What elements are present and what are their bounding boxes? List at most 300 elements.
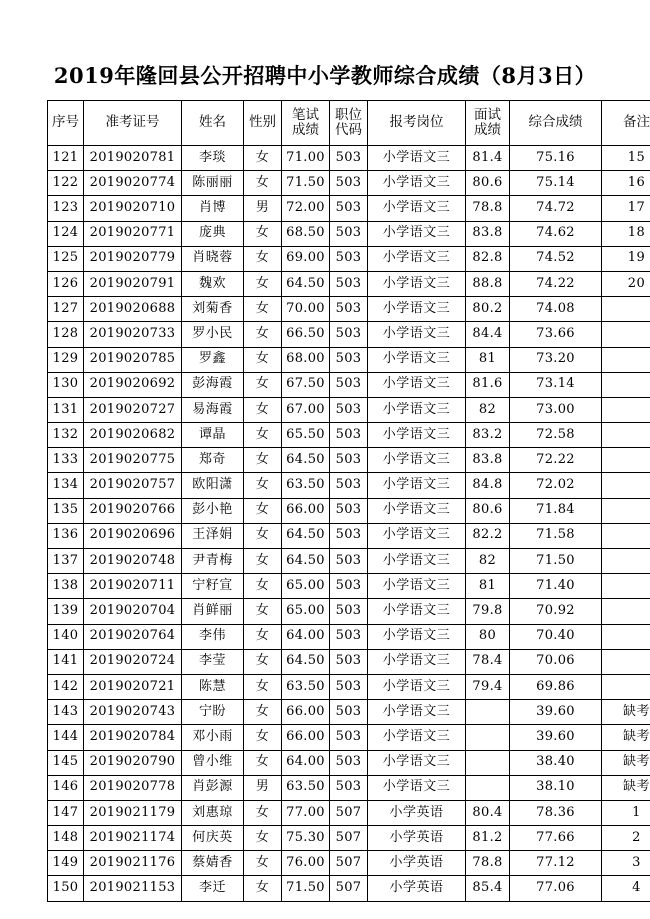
cell-name: 魏欢 (182, 271, 244, 296)
table-row (48, 347, 650, 372)
cell-remark (602, 599, 650, 624)
cell-pos_code: 503 (330, 725, 368, 750)
cell-interview: 81 (466, 574, 510, 599)
cell-written: 65.00 (282, 574, 330, 599)
cell-post: 小学语文三 (368, 397, 466, 422)
cell-total: 77.66 (510, 826, 602, 851)
cell-seq: 122 (48, 171, 84, 196)
cell-name: 肖彭源 (182, 775, 244, 800)
cell-post: 小学语文三 (368, 523, 466, 548)
cell-written: 72.00 (282, 196, 330, 221)
cell-interview (466, 700, 510, 725)
table-row (48, 146, 650, 171)
cell-admit_no: 2019020704 (84, 599, 182, 624)
column-header-post: 报考岗位 (368, 101, 466, 146)
cell-written: 71.50 (282, 876, 330, 901)
cell-gender: 女 (244, 599, 282, 624)
cell-written: 66.00 (282, 700, 330, 725)
cell-remark: 缺考 (602, 750, 650, 775)
cell-interview (466, 725, 510, 750)
table-row (48, 448, 650, 473)
cell-name: 罗鑫 (182, 347, 244, 372)
cell-remark (602, 473, 650, 498)
cell-name: 庞典 (182, 221, 244, 246)
table-row (48, 322, 650, 347)
cell-total: 71.40 (510, 574, 602, 599)
cell-total: 74.62 (510, 221, 602, 246)
cell-post: 小学语文三 (368, 674, 466, 699)
cell-pos_code: 503 (330, 196, 368, 221)
cell-admit_no: 2019020778 (84, 775, 182, 800)
cell-remark: 18 (602, 221, 650, 246)
table-row (48, 649, 650, 674)
cell-interview: 80.6 (466, 171, 510, 196)
table-row (48, 851, 650, 876)
cell-seq: 130 (48, 372, 84, 397)
cell-seq: 136 (48, 523, 84, 548)
score-table-container (47, 100, 650, 902)
cell-gender: 女 (244, 624, 282, 649)
cell-gender: 女 (244, 397, 282, 422)
cell-interview (466, 750, 510, 775)
cell-seq: 131 (48, 397, 84, 422)
cell-seq: 134 (48, 473, 84, 498)
cell-interview: 81.2 (466, 826, 510, 851)
column-header-line1: 面试 (474, 106, 501, 123)
cell-name: 易海霞 (182, 397, 244, 422)
cell-pos_code: 503 (330, 498, 368, 523)
cell-written: 64.00 (282, 750, 330, 775)
cell-interview: 82 (466, 397, 510, 422)
cell-name: 李迁 (182, 876, 244, 901)
cell-post: 小学语文三 (368, 599, 466, 624)
cell-gender: 女 (244, 473, 282, 498)
cell-written: 65.00 (282, 599, 330, 624)
cell-name: 尹青梅 (182, 549, 244, 574)
cell-pos_code: 503 (330, 322, 368, 347)
cell-total: 77.06 (510, 876, 602, 901)
cell-pos_code: 503 (330, 674, 368, 699)
cell-remark (602, 574, 650, 599)
cell-admit_no: 2019021174 (84, 826, 182, 851)
cell-total: 75.14 (510, 171, 602, 196)
cell-admit_no: 2019021179 (84, 800, 182, 825)
cell-seq: 125 (48, 246, 84, 271)
cell-total: 75.16 (510, 146, 602, 171)
cell-seq: 133 (48, 448, 84, 473)
cell-total: 77.12 (510, 851, 602, 876)
cell-pos_code: 507 (330, 800, 368, 825)
cell-interview: 80.4 (466, 800, 510, 825)
table-row (48, 750, 650, 775)
cell-post: 小学语文三 (368, 574, 466, 599)
table-row (48, 372, 650, 397)
cell-admit_no: 2019020711 (84, 574, 182, 599)
cell-interview: 84.8 (466, 473, 510, 498)
cell-remark (602, 322, 650, 347)
score-table (47, 100, 650, 902)
cell-name: 彭海霞 (182, 372, 244, 397)
cell-interview: 80.6 (466, 498, 510, 523)
cell-total: 72.58 (510, 423, 602, 448)
cell-total: 70.40 (510, 624, 602, 649)
cell-gender: 女 (244, 876, 282, 901)
cell-gender: 女 (244, 322, 282, 347)
cell-remark: 缺考 (602, 775, 650, 800)
table-row (48, 246, 650, 271)
cell-admit_no: 2019020779 (84, 246, 182, 271)
cell-interview: 78.8 (466, 851, 510, 876)
cell-written: 64.50 (282, 523, 330, 548)
table-row (48, 498, 650, 523)
cell-remark: 20 (602, 271, 650, 296)
cell-name: 肖鲜丽 (182, 599, 244, 624)
cell-admit_no: 2019020775 (84, 448, 182, 473)
cell-pos_code: 503 (330, 347, 368, 372)
cell-written: 68.50 (282, 221, 330, 246)
cell-gender: 女 (244, 523, 282, 548)
cell-total: 70.06 (510, 649, 602, 674)
table-row (48, 297, 650, 322)
table-row (48, 423, 650, 448)
cell-post: 小学语文三 (368, 448, 466, 473)
column-header-line2: 成绩 (292, 122, 319, 138)
cell-admit_no: 2019020743 (84, 700, 182, 725)
cell-name: 欧阳潇 (182, 473, 244, 498)
cell-interview: 83.8 (466, 221, 510, 246)
cell-seq: 140 (48, 624, 84, 649)
cell-seq: 126 (48, 271, 84, 296)
cell-post: 小学语文三 (368, 624, 466, 649)
cell-pos_code: 503 (330, 523, 368, 548)
cell-pos_code: 503 (330, 624, 368, 649)
cell-remark (602, 523, 650, 548)
cell-seq: 129 (48, 347, 84, 372)
cell-admit_no: 2019020682 (84, 423, 182, 448)
cell-seq: 150 (48, 876, 84, 901)
cell-post: 小学语文三 (368, 221, 466, 246)
cell-gender: 男 (244, 196, 282, 221)
cell-post: 小学英语 (368, 826, 466, 851)
cell-post: 小学语文三 (368, 725, 466, 750)
cell-gender: 女 (244, 246, 282, 271)
cell-total: 74.22 (510, 271, 602, 296)
cell-seq: 123 (48, 196, 84, 221)
cell-seq: 139 (48, 599, 84, 624)
cell-seq: 135 (48, 498, 84, 523)
cell-post: 小学语文三 (368, 649, 466, 674)
cell-remark: 缺考 (602, 700, 650, 725)
cell-name: 何庆英 (182, 826, 244, 851)
cell-written: 69.00 (282, 246, 330, 271)
cell-total: 38.10 (510, 775, 602, 800)
cell-pos_code: 503 (330, 700, 368, 725)
cell-pos_code: 507 (330, 851, 368, 876)
cell-gender: 女 (244, 800, 282, 825)
cell-post: 小学语文三 (368, 297, 466, 322)
table-row (48, 725, 650, 750)
cell-pos_code: 503 (330, 423, 368, 448)
cell-interview: 82 (466, 549, 510, 574)
cell-total: 39.60 (510, 725, 602, 750)
cell-admit_no: 2019020771 (84, 221, 182, 246)
cell-interview: 80.2 (466, 297, 510, 322)
cell-gender: 女 (244, 221, 282, 246)
table-row (48, 523, 650, 548)
cell-gender: 女 (244, 448, 282, 473)
cell-post: 小学语文三 (368, 423, 466, 448)
cell-interview: 81.4 (466, 146, 510, 171)
cell-remark: 16 (602, 171, 650, 196)
table-row (48, 473, 650, 498)
cell-total: 70.92 (510, 599, 602, 624)
cell-name: 刘惠琼 (182, 800, 244, 825)
cell-pos_code: 507 (330, 826, 368, 851)
cell-seq: 142 (48, 674, 84, 699)
table-row (48, 397, 650, 422)
cell-gender: 女 (244, 347, 282, 372)
cell-written: 63.50 (282, 674, 330, 699)
cell-total: 74.52 (510, 246, 602, 271)
cell-total: 73.66 (510, 322, 602, 347)
cell-pos_code: 503 (330, 599, 368, 624)
cell-interview: 80 (466, 624, 510, 649)
cell-seq: 127 (48, 297, 84, 322)
cell-gender: 女 (244, 171, 282, 196)
table-row (48, 826, 650, 851)
cell-total: 74.72 (510, 196, 602, 221)
cell-name: 李伟 (182, 624, 244, 649)
cell-pos_code: 503 (330, 549, 368, 574)
column-header-interview (466, 101, 510, 146)
cell-post: 小学语文三 (368, 146, 466, 171)
cell-total: 71.84 (510, 498, 602, 523)
table-row (48, 624, 650, 649)
cell-interview: 78.4 (466, 649, 510, 674)
cell-seq: 137 (48, 549, 84, 574)
cell-seq: 143 (48, 700, 84, 725)
cell-gender: 女 (244, 649, 282, 674)
table-row (48, 574, 650, 599)
cell-seq: 121 (48, 146, 84, 171)
cell-remark (602, 423, 650, 448)
cell-remark: 15 (602, 146, 650, 171)
cell-remark (602, 674, 650, 699)
cell-remark (602, 347, 650, 372)
table-row (48, 271, 650, 296)
cell-admit_no: 2019020785 (84, 347, 182, 372)
column-header-gender: 性别 (244, 101, 282, 146)
cell-admit_no: 2019020781 (84, 146, 182, 171)
cell-interview: 88.8 (466, 271, 510, 296)
cell-written: 64.00 (282, 624, 330, 649)
column-header-line1: 笔试 (292, 106, 319, 123)
cell-pos_code: 503 (330, 171, 368, 196)
cell-pos_code: 507 (330, 876, 368, 901)
column-header-line2: 代码 (335, 122, 362, 138)
table-row (48, 876, 650, 901)
column-header-admit_no: 准考证号 (84, 101, 182, 146)
cell-post: 小学语文三 (368, 347, 466, 372)
cell-remark (602, 498, 650, 523)
cell-admit_no: 2019020766 (84, 498, 182, 523)
cell-pos_code: 503 (330, 448, 368, 473)
cell-gender: 女 (244, 725, 282, 750)
cell-seq: 138 (48, 574, 84, 599)
column-header-remark: 备注 (602, 101, 650, 146)
cell-written: 66.50 (282, 322, 330, 347)
cell-total: 38.40 (510, 750, 602, 775)
cell-written: 71.50 (282, 171, 330, 196)
cell-post: 小学语文三 (368, 372, 466, 397)
cell-admit_no: 2019020757 (84, 473, 182, 498)
cell-admit_no: 2019021176 (84, 851, 182, 876)
table-row (48, 674, 650, 699)
cell-total: 78.36 (510, 800, 602, 825)
cell-seq: 124 (48, 221, 84, 246)
cell-name: 邓小雨 (182, 725, 244, 750)
cell-admit_no: 2019020692 (84, 372, 182, 397)
cell-name: 曾小维 (182, 750, 244, 775)
cell-remark (602, 397, 650, 422)
cell-gender: 女 (244, 146, 282, 171)
table-row (48, 775, 650, 800)
table-row (48, 221, 650, 246)
table-row (48, 800, 650, 825)
cell-name: 蔡婧香 (182, 851, 244, 876)
cell-pos_code: 503 (330, 297, 368, 322)
cell-gender: 女 (244, 423, 282, 448)
table-row (48, 171, 650, 196)
cell-remark: 1 (602, 800, 650, 825)
cell-pos_code: 503 (330, 775, 368, 800)
table-row (48, 549, 650, 574)
cell-written: 64.50 (282, 649, 330, 674)
cell-admit_no: 2019021153 (84, 876, 182, 901)
cell-remark (602, 549, 650, 574)
cell-written: 67.50 (282, 372, 330, 397)
column-header-pos_code (330, 101, 368, 146)
cell-admit_no: 2019020688 (84, 297, 182, 322)
cell-interview: 82.8 (466, 246, 510, 271)
cell-post: 小学语文三 (368, 750, 466, 775)
cell-post: 小学语文三 (368, 271, 466, 296)
cell-pos_code: 503 (330, 750, 368, 775)
cell-total: 72.02 (510, 473, 602, 498)
cell-post: 小学语文三 (368, 549, 466, 574)
column-header-total: 综合成绩 (510, 101, 602, 146)
cell-remark: 2 (602, 826, 650, 851)
cell-pos_code: 503 (330, 246, 368, 271)
cell-total: 71.58 (510, 523, 602, 548)
cell-pos_code: 503 (330, 271, 368, 296)
cell-total: 71.50 (510, 549, 602, 574)
cell-post: 小学英语 (368, 876, 466, 901)
cell-admit_no: 2019020764 (84, 624, 182, 649)
table-row (48, 599, 650, 624)
cell-remark (602, 448, 650, 473)
cell-gender: 女 (244, 498, 282, 523)
cell-name: 罗小民 (182, 322, 244, 347)
cell-pos_code: 503 (330, 372, 368, 397)
cell-seq: 149 (48, 851, 84, 876)
cell-admit_no: 2019020748 (84, 549, 182, 574)
page-title: 2019年隆回县公开招聘中小学教师综合成绩（8月3日） (53, 63, 597, 88)
cell-seq: 146 (48, 775, 84, 800)
cell-admit_no: 2019020727 (84, 397, 182, 422)
cell-pos_code: 503 (330, 473, 368, 498)
cell-admit_no: 2019020791 (84, 271, 182, 296)
cell-interview: 78.8 (466, 196, 510, 221)
cell-post: 小学语文三 (368, 171, 466, 196)
cell-interview: 83.8 (466, 448, 510, 473)
cell-interview: 79.8 (466, 599, 510, 624)
cell-remark (602, 624, 650, 649)
cell-interview: 83.2 (466, 423, 510, 448)
cell-remark: 3 (602, 851, 650, 876)
column-header-line1: 职位 (335, 106, 362, 123)
cell-name: 陈丽丽 (182, 171, 244, 196)
cell-total: 74.08 (510, 297, 602, 322)
cell-written: 76.00 (282, 851, 330, 876)
cell-gender: 女 (244, 271, 282, 296)
table-row (48, 700, 650, 725)
cell-gender: 女 (244, 851, 282, 876)
cell-seq: 141 (48, 649, 84, 674)
cell-written: 63.50 (282, 473, 330, 498)
table-row (48, 196, 650, 221)
cell-written: 75.30 (282, 826, 330, 851)
cell-written: 64.50 (282, 549, 330, 574)
cell-remark (602, 372, 650, 397)
cell-total: 73.00 (510, 397, 602, 422)
cell-gender: 女 (244, 750, 282, 775)
cell-interview: 79.4 (466, 674, 510, 699)
cell-post: 小学语文三 (368, 700, 466, 725)
cell-admit_no: 2019020721 (84, 674, 182, 699)
cell-written: 67.00 (282, 397, 330, 422)
cell-written: 70.00 (282, 297, 330, 322)
cell-admit_no: 2019020774 (84, 171, 182, 196)
cell-gender: 男 (244, 775, 282, 800)
cell-written: 64.50 (282, 271, 330, 296)
cell-post: 小学英语 (368, 851, 466, 876)
cell-total: 73.14 (510, 372, 602, 397)
column-header-name: 姓名 (182, 101, 244, 146)
cell-remark (602, 297, 650, 322)
cell-name: 李琰 (182, 146, 244, 171)
cell-written: 63.50 (282, 775, 330, 800)
column-header-line2: 成绩 (474, 122, 501, 138)
cell-total: 72.22 (510, 448, 602, 473)
table-header-row (48, 101, 650, 146)
cell-remark: 19 (602, 246, 650, 271)
cell-written: 77.00 (282, 800, 330, 825)
cell-remark: 17 (602, 196, 650, 221)
cell-name: 彭小艳 (182, 498, 244, 523)
cell-gender: 女 (244, 372, 282, 397)
cell-total: 73.20 (510, 347, 602, 372)
cell-pos_code: 503 (330, 397, 368, 422)
cell-pos_code: 503 (330, 221, 368, 246)
cell-name: 李莹 (182, 649, 244, 674)
cell-name: 宁籽宣 (182, 574, 244, 599)
cell-interview: 85.4 (466, 876, 510, 901)
cell-admit_no: 2019020790 (84, 750, 182, 775)
cell-admit_no: 2019020784 (84, 725, 182, 750)
cell-written: 68.00 (282, 347, 330, 372)
cell-interview: 84.4 (466, 322, 510, 347)
